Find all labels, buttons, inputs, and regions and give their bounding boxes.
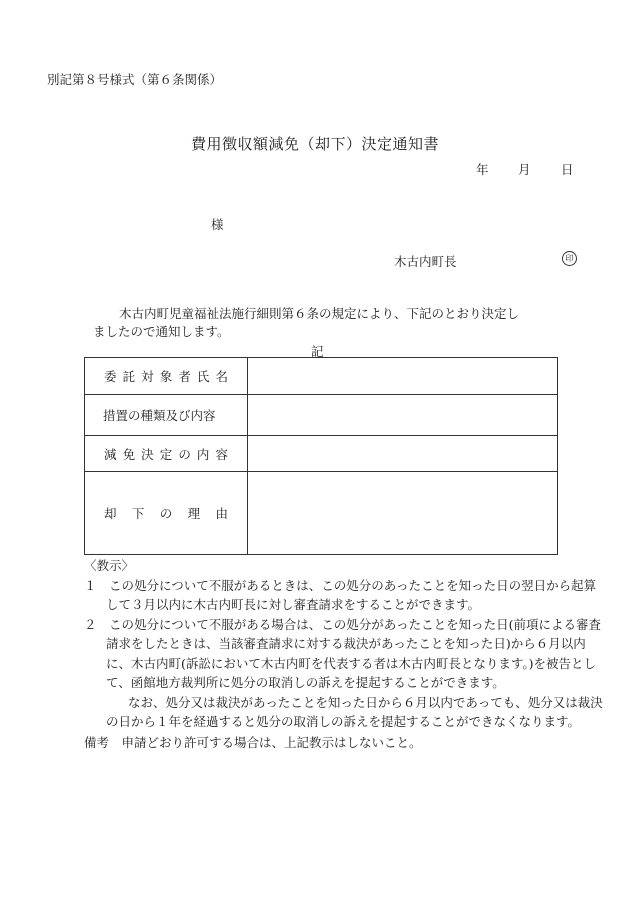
addressee-honorific: 様 [211, 217, 224, 232]
instructions-section [84, 556, 604, 752]
ki-heading: 記 [311, 344, 324, 359]
remarks-note: 備考 申請どおり許可する場合は、上記教示はしないこと。 [84, 734, 422, 750]
date-year: 年 [476, 162, 489, 177]
row-label [85, 358, 248, 395]
date-day: 日 [561, 162, 574, 177]
instructions-header: 〈教示〉 [84, 558, 135, 573]
notice-body-line1: 木古内町児童福祉法施行細則第６条の規定により、下記のとおり決定し [119, 306, 520, 321]
record-table [84, 357, 558, 555]
notice-body-line2: ましたので通知します。 [93, 324, 230, 339]
instruction-item-1: １ この処分について不服があるときは、この処分のあったことを知った日の翌日から起算して３月以内に木古内町長に対し審査請求をすることができます。 [84, 577, 597, 612]
table-row [85, 436, 558, 472]
instruction-item-2: ２ この処分について不服がある場合は、この処分があったことを知った日(前項による審査請求をしたときは、当該審査請求に対する裁決があったことを知った日)から６月以内に、木古内町(訴訟において木古内町を代表する者は木古内町長となります。)を被告として、函館地方裁判所に処分の取消しの訴えを提起することができます。 [84, 616, 602, 690]
instruction-item-2-continued: なお、処分又は裁決があったことを知った日から６月以内であっても、処分又は裁決の日から１年を経過すると処分の取消しの訴えを提起することができなくなります。 [106, 694, 603, 729]
row-value-cell[interactable] [248, 395, 558, 436]
row-label [85, 436, 248, 472]
document-title: 費用徴収額減免（却下）決定通知書 [190, 135, 439, 153]
seal-mark: 印 [562, 251, 577, 266]
form-number-label: 別記第８号様式（第６条関係） [47, 72, 223, 87]
date-month: 月 [518, 162, 531, 177]
table-row [85, 395, 558, 436]
row-label [85, 395, 248, 436]
row-label [85, 472, 248, 555]
label-spaced: 却 下 の 理 由 [104, 506, 228, 521]
table-row [85, 472, 558, 555]
label-text: 措置の種類及び内容 [103, 408, 216, 423]
row-value-cell[interactable] [248, 436, 558, 472]
label-spaced: 減 免 決 定 の 内 容 [104, 446, 228, 462]
row-value-cell[interactable] [248, 472, 558, 555]
row-value-cell[interactable] [248, 358, 558, 395]
table-row [85, 358, 558, 395]
notice-body [93, 305, 563, 341]
issuer-name: 木古内町長 [394, 254, 457, 269]
label-spaced: 委 託 対 象 者 氏 名 [104, 369, 228, 384]
